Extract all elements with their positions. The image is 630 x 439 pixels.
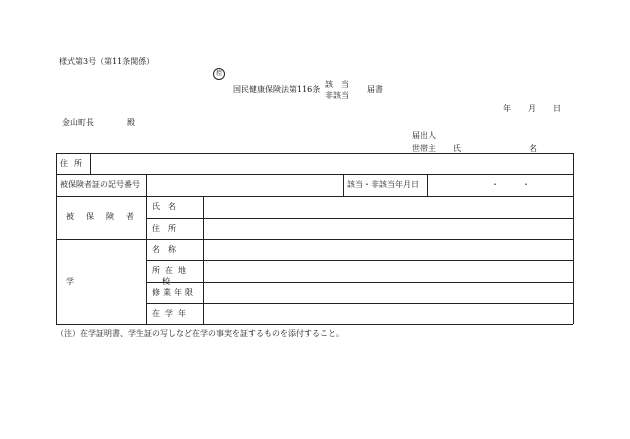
name-label-first: 氏: [453, 144, 461, 153]
insured-person-label: 被保険者: [66, 212, 146, 221]
table-divider: [90, 153, 91, 174]
notice-title: 届書: [367, 85, 383, 94]
table-divider: [203, 196, 204, 324]
date-separator: ・: [522, 180, 530, 189]
table-rule: [56, 174, 573, 175]
table-divider: [343, 174, 344, 196]
table-divider: [146, 174, 147, 324]
table-border-top: [56, 153, 573, 154]
table-rule: [146, 303, 573, 304]
not-applicable-label: 非該当: [325, 91, 349, 100]
school-location-label: 所在地: [152, 266, 191, 275]
table-rule: [146, 260, 573, 261]
insured-address-label: 住 所: [152, 224, 176, 233]
form-id: 様式第3号（第11条関係）: [59, 57, 155, 66]
seal-mark: 控: [213, 68, 225, 80]
addressee: 金山町長: [62, 118, 94, 127]
law-reference: 国民健康保険法第116条: [233, 85, 321, 94]
table-border-right: [573, 153, 574, 324]
table-divider: [427, 174, 428, 196]
footnote-text: 在学証明書、学生証の写しなど在学の事実を証するものを添付すること。: [80, 329, 344, 338]
table-border-left: [56, 153, 57, 324]
table-rule: [146, 218, 573, 219]
school-enrollment-label: 在学年: [152, 309, 191, 318]
name-label-second: 名: [529, 144, 537, 153]
table-rule: [56, 239, 573, 240]
cert-number-label: 被保険者証の記号番号: [60, 180, 140, 189]
date-day-label: 日: [553, 104, 561, 113]
table-border-bottom: [56, 324, 573, 325]
householder-label: 世帯主: [412, 144, 436, 153]
applicable-date-label: 該当・非該当年月日: [347, 180, 419, 189]
school-name-label: 名 称: [152, 245, 176, 254]
insured-name-label: 氏 名: [152, 202, 176, 211]
address-label: 住所: [60, 159, 88, 168]
footnote-mark: （注）: [56, 329, 80, 338]
date-month-label: 月: [528, 104, 536, 113]
school-period-label: 修業年限: [152, 288, 196, 297]
date-separator: ・: [491, 180, 499, 189]
notifier-label: 届出人: [412, 131, 436, 140]
date-year-label: 年: [503, 104, 511, 113]
table-rule: [146, 282, 573, 283]
school-label: 学 校: [66, 277, 210, 286]
honorific: 殿: [127, 118, 135, 127]
table-rule: [56, 196, 573, 197]
applicable-label: 該 当: [325, 80, 349, 89]
